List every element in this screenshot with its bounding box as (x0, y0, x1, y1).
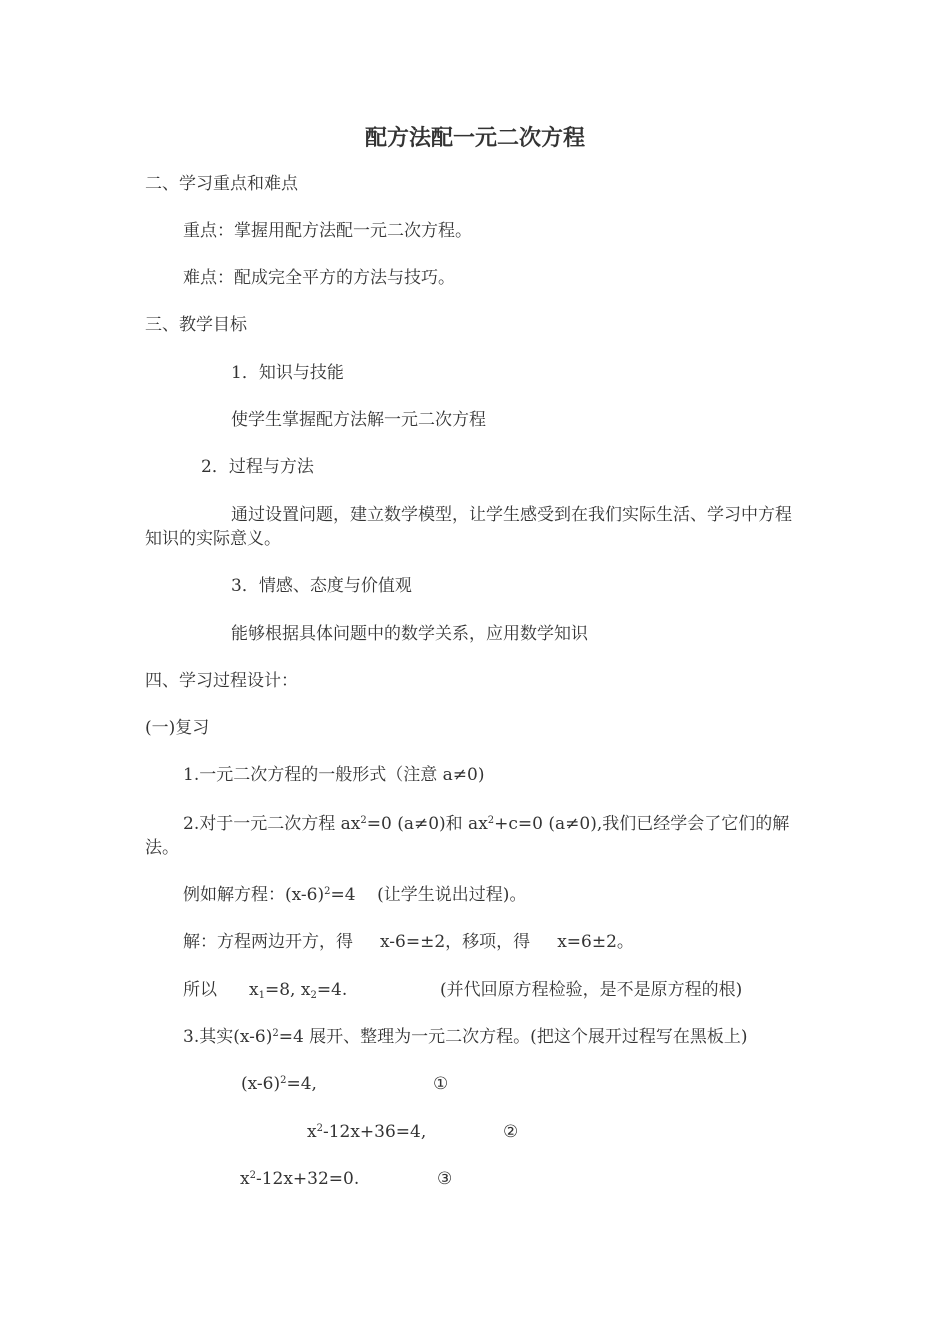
review-heading: (一)复习 (145, 718, 210, 738)
check-note: (并代回原方程检验，是不是原方程的根) (440, 980, 743, 1000)
goal-item3-text: 能够根据具体问题中的数学关系，应用数学知识 (231, 624, 588, 644)
equation-2: $x^2-12x+36=4$, (307, 1122, 427, 1142)
solution-text: 解：方程两边开方，得 x-6=±2，移项，得 x=6±2。 (183, 932, 634, 952)
document-title: 配方法配一元二次方程 (364, 125, 585, 151)
equation-1-marker: ① (433, 1074, 449, 1094)
goal-item1-label: 1．知识与技能 (231, 363, 344, 383)
key-point-text: 重点：掌握用配方法配一元二次方程。 (183, 221, 472, 241)
review-item1: 1.一元二次方程的一般形式（注意 a≠0) (183, 765, 485, 785)
review-item2: 2.对于一元二次方程 $ax^2=0$ (a≠0)和 $ax^2+c=0$ (a≠0),我们已经学会了它们的解法。 (145, 814, 790, 858)
section3-heading: 三、教学目标 (145, 315, 247, 335)
so-label: 所以 (183, 980, 217, 1000)
roots-text: $x_1=8$, $x_2=4$. (249, 980, 348, 1001)
goal-item2-text: 通过设置问题，建立数学模型，让学生感受到在我们实际生活、学习中方程知识的实际意义。 (145, 505, 792, 549)
equation-1: $(x-6)^2=4$, (241, 1074, 317, 1094)
example-text: 例如解方程：$(x-6)^2=4$ (让学生说出过程)。 (183, 885, 527, 905)
equation-3-marker: ③ (437, 1169, 453, 1189)
goal-item1-text: 使学生掌握配方法解一元二次方程 (231, 410, 486, 430)
section2-heading: 二、学习重点和难点 (145, 174, 298, 194)
goal-item2-label: 2．过程与方法 (201, 457, 314, 477)
expand-step-text: 3.其实$(x-6)^2=4$ 展开、整理为一元二次方程。(把这个展开过程写在黑板上) (183, 1027, 748, 1047)
goal-item3-label: 3．情感、态度与价值观 (231, 576, 412, 596)
equation-3: $x^2-12x+32=0$. (240, 1169, 360, 1189)
equation-2-marker: ② (503, 1122, 519, 1142)
section4-heading: 四、学习过程设计： (145, 671, 298, 691)
difficulty-text: 难点：配成完全平方的方法与技巧。 (183, 268, 455, 288)
